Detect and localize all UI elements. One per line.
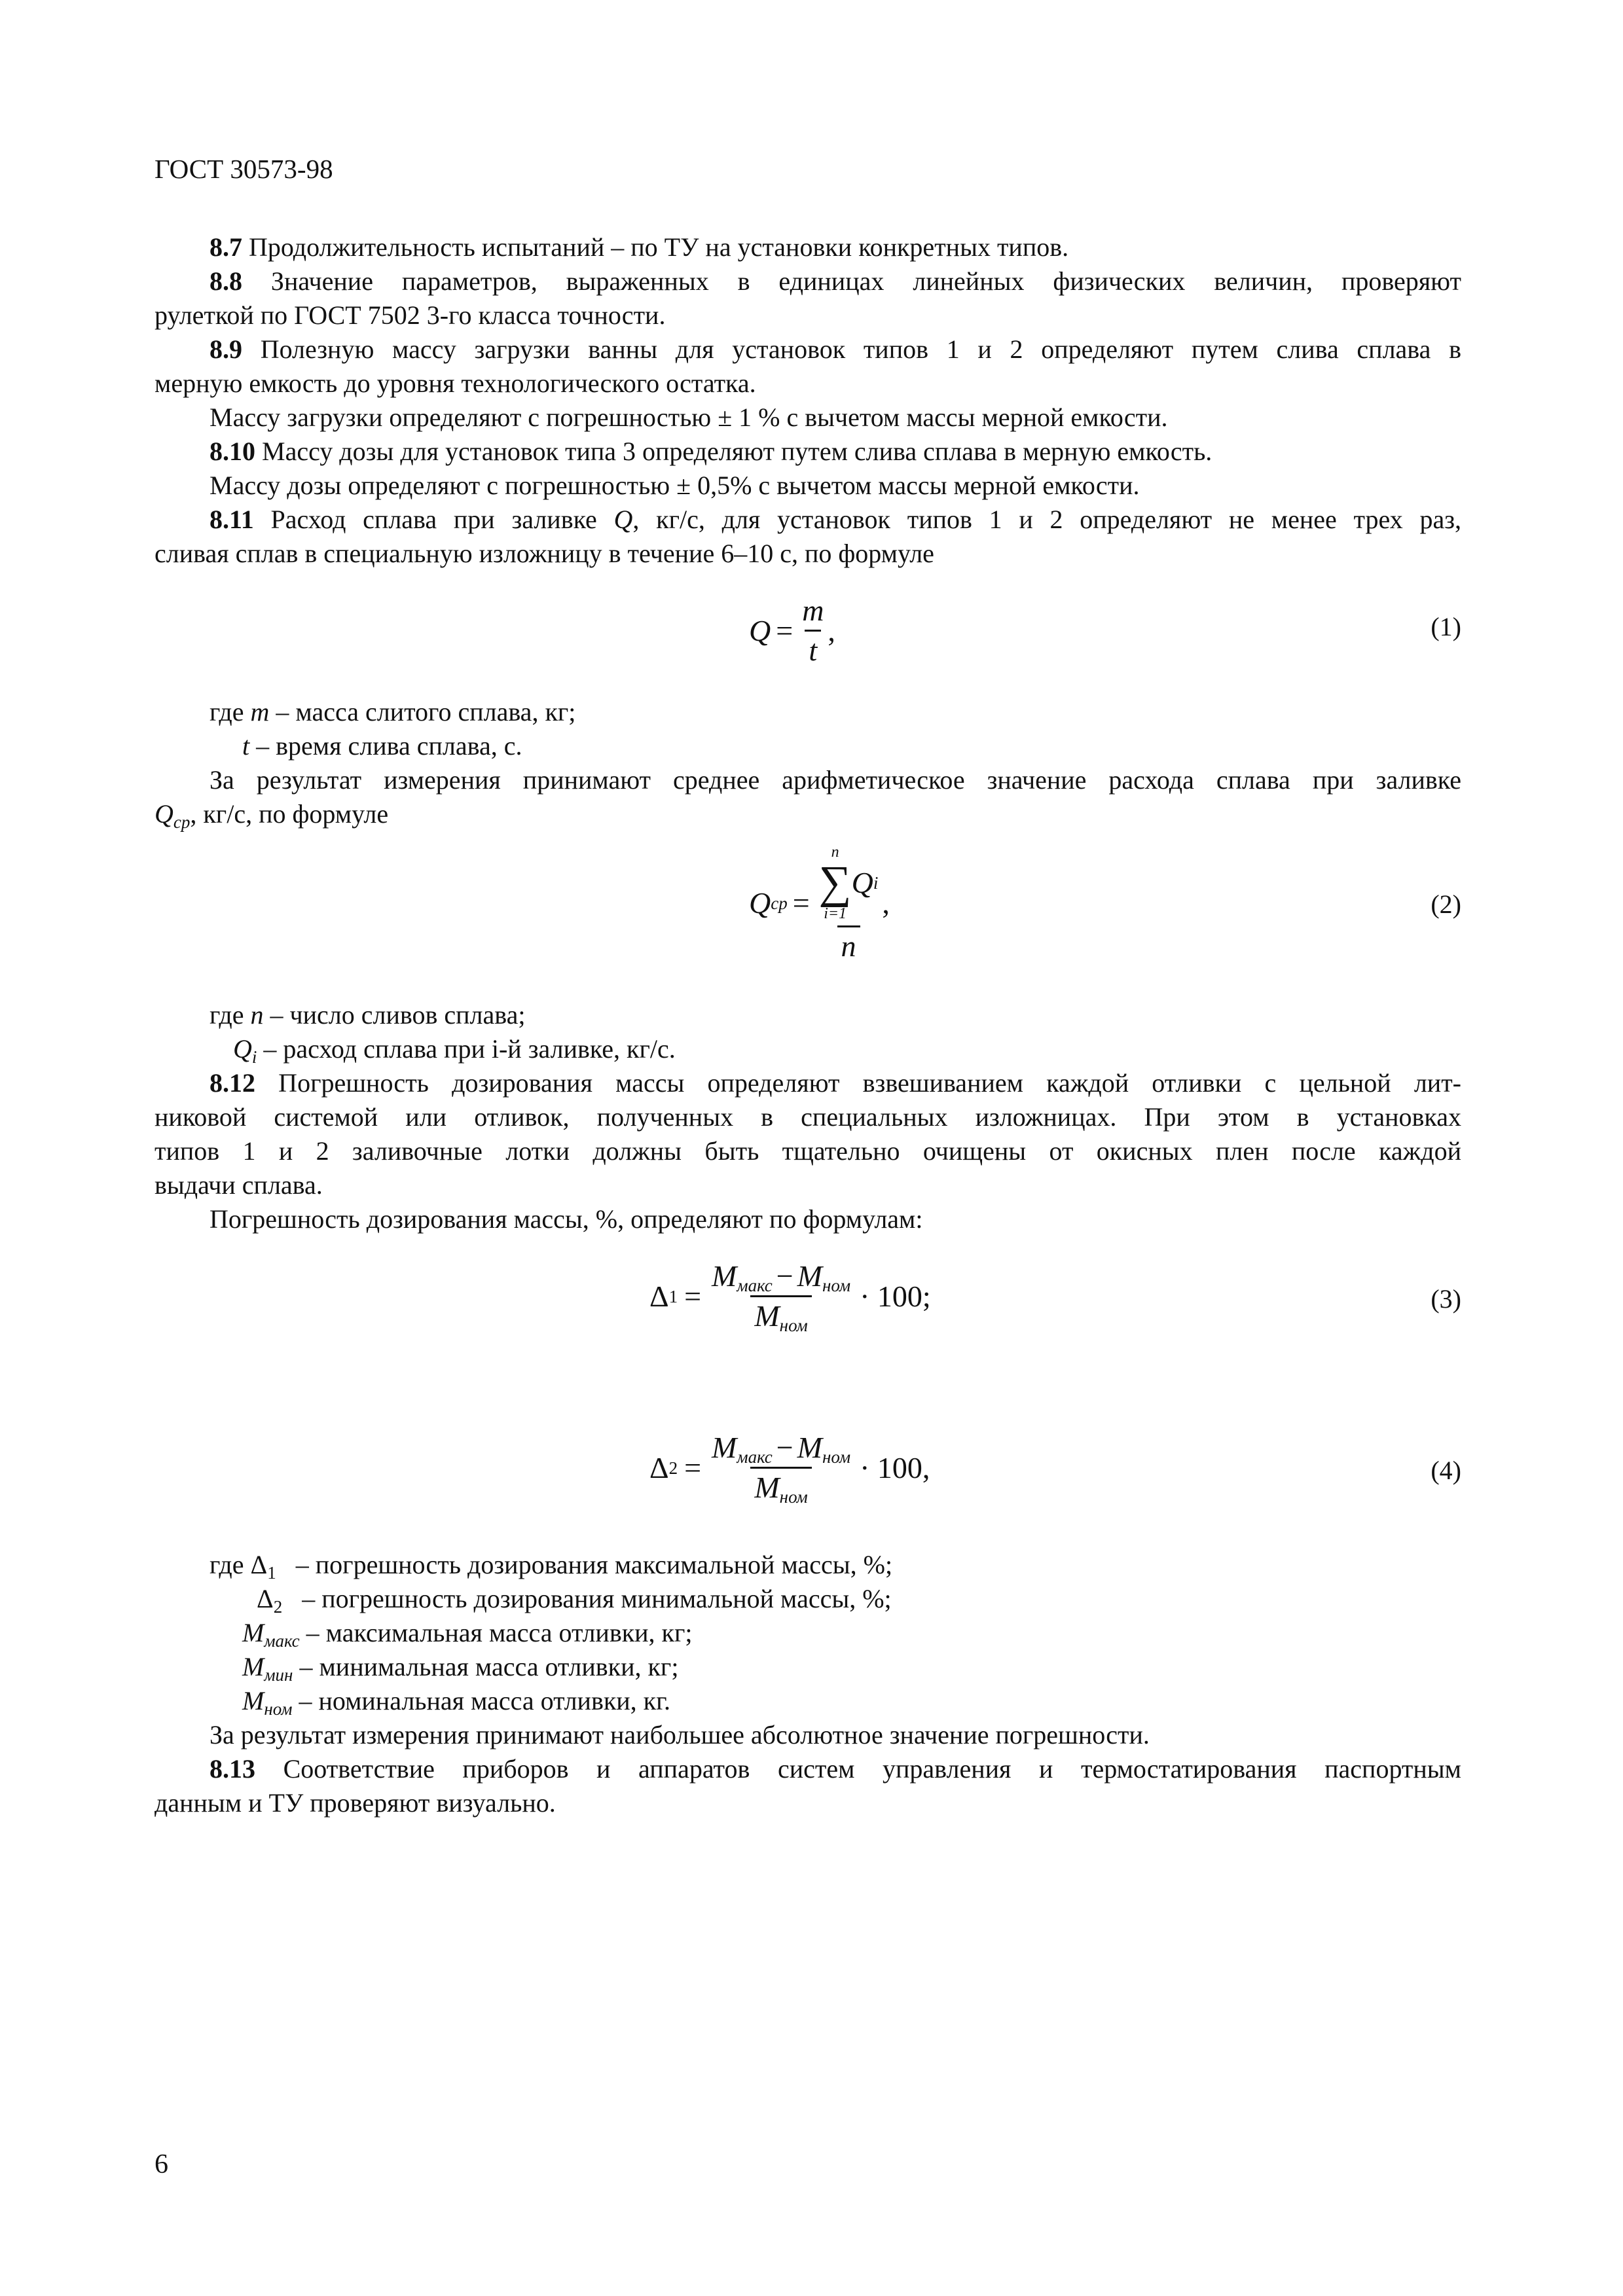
where-prefix: где [210, 697, 251, 726]
where-text: – время слива сплава, с. [249, 731, 522, 761]
eq3-equals: = [684, 1279, 702, 1313]
where-text: – максимальная масса отливки, кг; [299, 1618, 693, 1647]
paragraph-8-9-line2: мерную емкость до уровня технологического остатка. [155, 368, 756, 398]
eq2-equals: = [792, 886, 810, 920]
eq3-multiplier: · 100; [860, 1279, 931, 1313]
paragraph-8-11-line2: сливая сплав в специальную изложницу в течение 6–10 с, по формуле [155, 539, 934, 568]
variable-delta1-sub: 1 [267, 1563, 276, 1583]
variable-qi-sub: i [251, 1047, 257, 1067]
eq2-fraction [815, 844, 883, 961]
eq4-den: M [754, 1471, 780, 1504]
equation-3: Δ 1 = $\frac{M_{макс} - M_{ном}}{M_{ном}}$ · 100; (3) [649, 1259, 1461, 1335]
eq2-comma: , [882, 886, 890, 920]
paragraph-text: Погрешность дозирования массы определяют взвешиванием каждой отливки с цельной лит- [255, 1068, 1461, 1098]
where-n [155, 998, 1461, 1032]
eq4-denominator [750, 1467, 811, 1507]
result1-line2 [155, 797, 1461, 831]
eq3-m1-sub: макс [737, 1276, 773, 1295]
section-number: 8.9 [210, 334, 242, 364]
variable-mmax-sub: макс [264, 1631, 300, 1651]
where-text: – погрешность дозирования максимальной массы, %; [276, 1550, 893, 1579]
paragraph-mass-dose: Массу дозы определяют с погрешностью ± 0,5% с вычетом массы мерной емкости. [210, 471, 1140, 500]
section-number: 8.13 [210, 1754, 255, 1784]
equation-1 [155, 571, 1461, 695]
eq2-label: (2) [1431, 889, 1461, 919]
variable-mnom-sub: ном [264, 1699, 293, 1719]
eq1-label: (1) [1431, 612, 1461, 641]
eq3-den-sub: ном [779, 1316, 808, 1335]
where-prefix: где [210, 1000, 251, 1030]
page-number: 6 [155, 2149, 168, 2179]
eq3-den: M [754, 1299, 780, 1333]
paragraph-text: Массу дозы для установок типа 3 определяют путем слива сплава в мерную емкость. [255, 437, 1213, 466]
eq4-minus: − [776, 1431, 793, 1464]
eq1-equals: = [776, 613, 793, 647]
paragraph-8-9-line1 [155, 332, 1461, 367]
paragraph-text: Значение параметров, выраженных в единицах линейных физических величин, проверяют [242, 266, 1461, 296]
sigma-icon: ∑ [818, 857, 852, 908]
paragraph-8-13-line2: данным и ТУ проверяют визуально. [155, 1788, 556, 1818]
variable-mmin: M [242, 1652, 264, 1681]
eq4-den-sub: ном [779, 1487, 808, 1507]
where-text: – минимальная масса отливки, кг; [293, 1652, 679, 1681]
variable-qcp-sub: ср [173, 812, 191, 832]
paragraph-8-11-line1 [155, 503, 1461, 537]
section-number: 8.8 [210, 266, 242, 296]
eq3-numerator [708, 1261, 854, 1295]
paragraph-text: Расход сплава при заливке [253, 505, 614, 534]
document-body [155, 230, 1461, 1820]
eq4-equals: = [684, 1450, 702, 1484]
variable-n: n [250, 1000, 264, 1030]
eq3-label: (3) [1431, 1284, 1461, 1314]
paragraph-8-12-line1 [155, 1066, 1461, 1100]
section-number: 8.11 [210, 505, 254, 534]
eq1-denominator: t [805, 630, 821, 666]
variable-mnom: M [242, 1686, 264, 1715]
eq2-lhs: Q [749, 886, 771, 920]
where-delta2 [155, 1582, 1461, 1616]
variable-mmax: M [242, 1618, 264, 1647]
eq4-fraction [708, 1431, 854, 1507]
eq4-lhs: Δ [649, 1450, 669, 1484]
where-text: – число сливов сплава; [263, 1000, 526, 1030]
eq1-comma: , [828, 613, 835, 647]
variable-delta2-sub: 2 [273, 1597, 283, 1617]
variable-q: Q [613, 505, 633, 534]
eq3-m1: M [712, 1259, 737, 1293]
eq4-multiplier: · 100, [860, 1450, 930, 1484]
paragraph-8-12-line3: типов 1 и 2 заливочные лотки должны быть тщательно очищены от окисных плен после каждой [155, 1136, 1461, 1166]
eq1-lhs: Q [749, 613, 771, 647]
paragraph-8-8-line1 [155, 264, 1461, 298]
eq3-m2: M [797, 1259, 822, 1293]
section-number: 8.10 [210, 437, 255, 466]
paragraph-8-12-line4: выдачи сплава. [155, 1170, 323, 1200]
where-mnom [155, 1684, 1461, 1718]
variable-delta2: Δ [257, 1584, 274, 1613]
paragraph-8-8-line2: рулеткой по ГОСТ 7502 3-го класса точности. [155, 300, 666, 330]
eq4-m1-sub: макс [737, 1447, 773, 1467]
variable-qi: Q [233, 1034, 252, 1064]
eq2-denominator: n [837, 925, 860, 961]
paragraph-8-13-line1 [155, 1752, 1461, 1786]
variable-t: t [242, 731, 250, 761]
paragraph-text: , кг/с, для установок типов 1 и 2 определяют не менее трех раз, [632, 505, 1461, 534]
page-header: ГОСТ 30573-98 [155, 154, 333, 184]
eq4-m2-sub: ном [822, 1447, 851, 1467]
where-text: – погрешность дозирования минимальной массы, %; [282, 1584, 892, 1613]
eq3-m2-sub: ном [822, 1276, 851, 1295]
variable-m: m [250, 697, 270, 726]
eq3-minus: − [776, 1259, 793, 1293]
result1-line1: За результат измерения принимают среднее арифметическое значение расхода сплава при заливке [210, 765, 1461, 795]
eq2-sum-var: Q [851, 866, 873, 899]
where-mmax [155, 1616, 1461, 1650]
equation-4: Δ 2 = $\frac{M_{макс} - M_{ном}}{M_{ном}}$ · 100, (4) [649, 1431, 1461, 1507]
eq4-m1: M [712, 1431, 737, 1464]
eq2-sum [819, 844, 852, 922]
variable-delta1: Δ [250, 1550, 268, 1579]
where-qi [155, 1032, 1461, 1066]
paragraph-formulas-intro: Погрешность дозирования массы, %, определяют по формулам: [210, 1204, 923, 1234]
where-m [155, 695, 1461, 729]
where-delta1 [155, 1548, 1461, 1582]
section-number: 8.7 [210, 232, 242, 262]
eq3-denominator [750, 1295, 811, 1335]
paragraph-8-12-line2: никовой системой или отливок, полученных в специальных изложницах. При этом в установках [155, 1102, 1461, 1132]
eq3-lhs: Δ [649, 1279, 669, 1313]
eq2-numerator: n ∑ i=1 Q i [818, 844, 879, 922]
variable-mmin-sub: мин [264, 1665, 293, 1685]
where-text: – номинальная масса отливки, кг. [292, 1686, 670, 1715]
where-t [155, 729, 1461, 763]
where-text: – масса слитого сплава, кг; [269, 697, 576, 726]
equation-2: Q ср = n ∑ i=1 Q i n , (2) [749, 844, 1461, 963]
eq2-sum-bottom: i=1 [824, 905, 847, 922]
paragraph-8-10 [155, 435, 1461, 469]
eq2-sum-top: n [831, 844, 839, 861]
eq1-fraction [798, 596, 828, 666]
paragraph-text: , кг/с, по формуле [190, 799, 389, 829]
eq1-numerator: m [802, 594, 824, 627]
eq4-numerator [708, 1433, 854, 1467]
where-mmin [155, 1650, 1461, 1684]
paragraph-mass-load: Массу загрузки определяют с погрешностью ± 1 % с вычетом массы мерной емкости. [210, 403, 1168, 432]
eq3-fraction [708, 1259, 854, 1335]
eq4-label: (4) [1431, 1456, 1461, 1485]
variable-qcp: Q [155, 799, 173, 829]
paragraph-text: Соответствие приборов и аппаратов систем управления и термостатирования паспортным [255, 1754, 1461, 1784]
where-text: – расход сплава при i-й заливке, кг/с. [257, 1034, 676, 1064]
paragraph-8-7 [155, 230, 1461, 264]
paragraph-result-final: За результат измерения принимают наибольшее абсолютное значение погрешности. [210, 1720, 1150, 1749]
section-number: 8.12 [210, 1068, 255, 1098]
paragraph-text: Полезную массу загрузки ванны для установок типов 1 и 2 определяют путем слива сплава в [242, 334, 1461, 364]
where-prefix: где [210, 1550, 251, 1579]
paragraph-text: Продолжительность испытаний – по ТУ на установки конкретных типов. [242, 232, 1069, 262]
eq4-m2: M [797, 1431, 822, 1464]
